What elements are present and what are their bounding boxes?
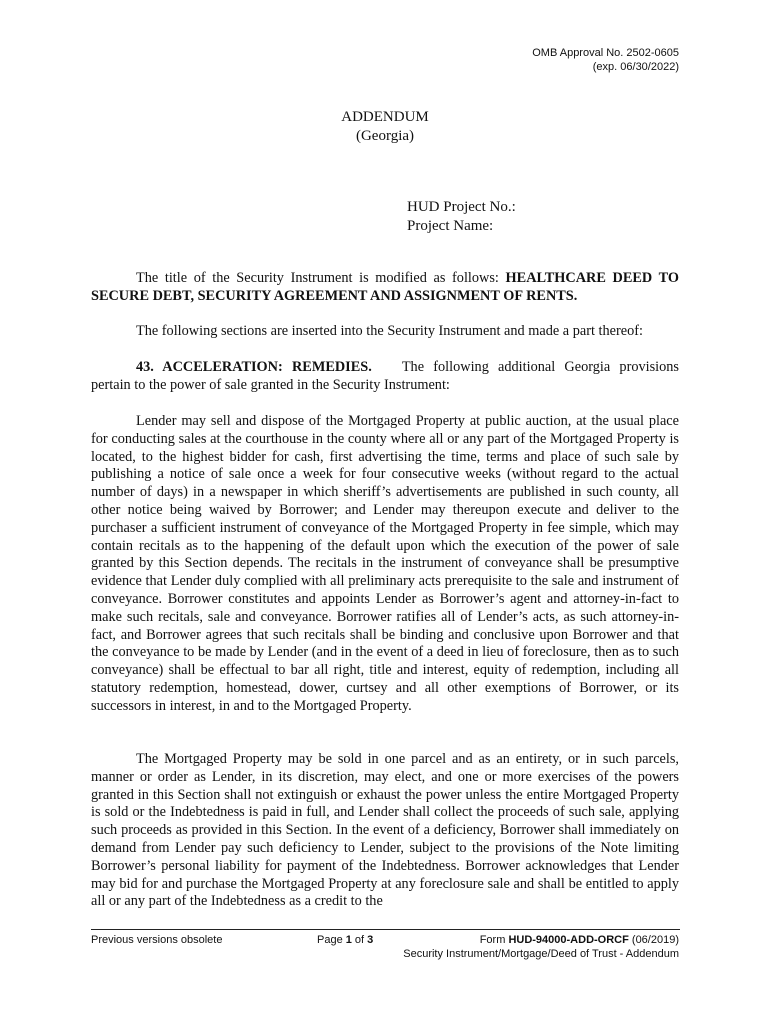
addendum-heading: ADDENDUM <box>341 109 429 125</box>
page-current: 1 <box>345 934 352 946</box>
title-modification-lead: The title of the Security Instrument is modified as follows: <box>136 270 506 286</box>
form-description: Security Instrument/Mortgage/Deed of Trust - Addendum <box>403 948 679 960</box>
page-total: 3 <box>367 934 374 946</box>
state-subheading: (Georgia) <box>355 128 415 144</box>
omb-approval-block <box>532 46 679 74</box>
project-info <box>407 198 516 236</box>
section-43-intro: The following additional Georgia provisions pertain to the power of sale granted in the Security Instrument: <box>91 359 679 393</box>
footer-previous-versions: Previous versions obsolete <box>91 934 223 946</box>
modified-title: HEALTHCARE DEED TO SECURE DEBT, SECURITY AGREEMENT AND ASSIGNMENT OF RENTS. <box>91 270 679 304</box>
footer-page-number <box>317 933 373 947</box>
hud-project-number-label: HUD Project No.: <box>407 199 516 215</box>
footer-form-info <box>403 933 679 961</box>
form-number: HUD-94000-ADD-ORCF <box>508 934 629 946</box>
omb-approval-number: OMB Approval No. 2502-0605 <box>532 47 679 59</box>
title-modification-paragraph <box>91 270 679 306</box>
page-of: of <box>351 934 368 946</box>
section-43-heading: 43. ACCELERATION: REMEDIES. <box>136 359 372 375</box>
page-prefix: Page <box>317 934 346 946</box>
form-date: (06/2019) <box>628 934 679 946</box>
form-prefix: Form <box>479 934 509 946</box>
section-43-paragraph <box>91 359 679 395</box>
sale-parcels-paragraph: The Mortgaged Property may be sold in one parcel and as an entirety, or in such parcels, manner or order as Lender, in its discretion, may elect, and one or more exercises of the powers granted in this Section shall not extinguish or exhaust the power unless the entire Mortgaged Property is sold or the Indebtedness is paid in full, and Lender shall collect the proceeds of such sale, applying such proceeds as provided in this Section. In the event of a deficiency, Borrower shall immediately on demand from Lender pay such deficiency to Lender, subject to the provisions of the Note limiting Borrower’s personal liability for payment of the Indebtedness. Borrower acknowledges that Lender may bid for and purchase the Mortgaged Property at any foreclosure sale and shall be entitled to apply all or any part of the Indebtedness as a credit to the <box>91 751 679 910</box>
omb-expiration: (exp. 06/30/2022) <box>592 61 679 73</box>
sections-inserted-paragraph: The following sections are inserted into the Security Instrument and made a part thereof: <box>136 323 643 339</box>
project-name-label: Project Name: <box>407 218 494 234</box>
power-of-sale-paragraph: Lender may sell and dispose of the Mortgaged Property at public auction, at the usual place for conducting sales at the courthouse in the county where all or any part of the Mortgaged Property is located, to the highest bidder for cash, first advertising the time, terms and place of such sale by publishing a notice of sale once a week for four consecutive weeks (without regard to the actual number of days) in a newspaper in which sheriff’s advertisements are published in such county, all other notice being waived by Borrower; and Lender may thereupon execute and deliver to the purchaser a sufficient instrument of conveyance of the Mortgaged Property in fee simple, which may contain recitals as to the happening of the default upon which the execution of the power of sale granted by this Section depends. The recitals in the instrument of conveyance shall be presumptive evidence that Lender duly complied with all preliminary acts prerequisite to the sale and instrument of conveyance. Borrower constitutes and appoints Lender as Borrower’s agent and attorney-in-fact to make such recitals, sale and conveyance. Borrower ratifies all of Lender’s acts, as such attorney-in-fact, and Borrower agrees that such recitals shall be binding and conclusive upon Borrower and that the conveyance to be made by Lender (and in the event of a deed in lieu of foreclosure, then as to such conveyance) shall be effectual to bar all right, title and interest, equity of redemption, including all statutory redemption, homestead, dower, curtsey and all other exemptions of Borrower, or its successors in interest, in and to the Mortgaged Property. <box>91 413 679 714</box>
footer-divider <box>91 929 680 930</box>
document-title <box>0 108 770 146</box>
